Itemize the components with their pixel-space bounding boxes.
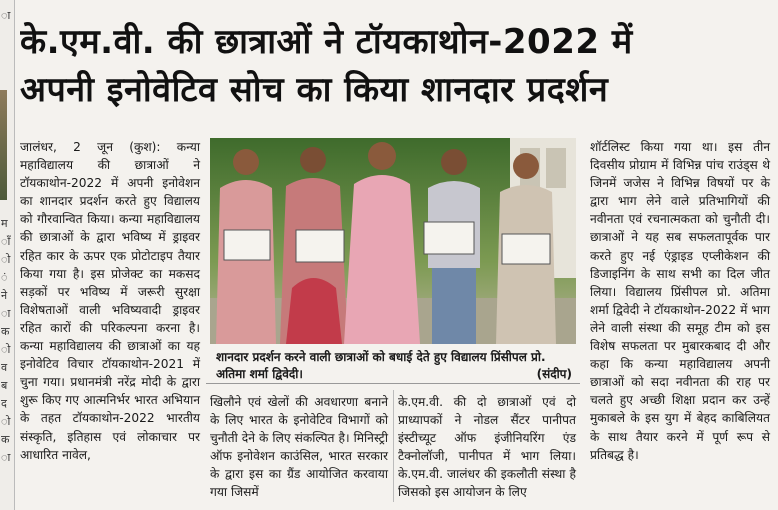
edge-fragment: म [1, 217, 8, 230]
photo-caption [216, 349, 572, 383]
adjacent-photo-edge [0, 90, 7, 200]
edge-fragment: ने [1, 289, 8, 302]
article-text-col1: जालंधर, 2 जून (कुश): कन्या महाविद्यालय की छात्राओं ने टॉयकाथोन-2022 में अपनी इनोवेशन का शानदार प्रदर्शन करते हुए विद्यालय को गौरवान्वित किया। कन्या महाविद्यालय की छात्राओं के द्वारा भविष्य में ड्राइवर रहित कार के ऊपर एक प्रोटोटाइप तैयार किया गया है। इस प्रोजेक्ट का मकसद सड़कों पर भविष्य में जरूरी सुरक्षा विशेषताओं वाली भविष्यवादी ड्राइवर रहित कारों की परिकल्पना करना है। कन्या महाविद्यालय की छात्राओं का यह इनोवेटिव विचार टॉयकाथोन-2021 में चुना गया। प्रधानमंत्री नरेंद्र मोदी के द्वारा शुरू किए गए आत्मनिर्भर भारत अभियान के तहत टॉयकाथोन-2022 भारतीय संस्कृति, इतिहास एवं लोकाचार पर आधारित नावेल, [20, 140, 200, 462]
headline [20, 18, 760, 114]
edge-fragment: ा [1, 9, 11, 22]
edge-fragment: ाँ [1, 235, 11, 248]
edge-fragment: ो [1, 415, 11, 428]
article-column-4 [590, 138, 770, 464]
article-column-1 [20, 138, 200, 464]
caption-divider [206, 383, 580, 384]
adjacent-column-edge [0, 0, 15, 510]
edge-fragment: क [1, 325, 10, 338]
edge-fragment: ो [1, 253, 11, 266]
article-column-3 [398, 393, 576, 502]
photo-caption-text: शानदार प्रदर्शन करने वाली छात्राओं को बधाई देते हुए विद्यालय प्रिंसीपल प्रो. अतिमा शर्मा द्विवेदी। [216, 350, 546, 381]
edge-fragment: ा [1, 307, 11, 320]
column-divider [393, 390, 394, 502]
photo-illustration [210, 138, 576, 344]
article-text-col3: के.एम.वी. की दो छात्राओं एवं दो प्राध्यापकों ने नोडल सैंटर पानीपत इंस्टीच्यूट ऑफ इंजीनियरिंग एंड टैक्नोलॉजी, पानीपत में भाग लिया। के.एम.वी. जालंधर की इकलौती संस्था है जिसको इस आयोजन के लिए [398, 395, 576, 500]
headline-line-2: अपनी इनोवेटिव सोच का किया शानदार प्रदर्शन [20, 70, 609, 110]
edge-fragment: ब [1, 379, 8, 392]
article-text-col2: खिलौने एवं खेलों की अवधारणा बनाने के लिए भारत के इनोवेटिव विभागों को चुनौती देने के लिए संकल्पित है। मिनिस्ट्री ऑफ इनोवेशन काउंसिल, भारत सरकार के द्वारा इस का ग्रैंड आयोजित करवाया गया जिसमें [210, 395, 388, 500]
group-photo [210, 138, 576, 344]
edge-fragment: क [1, 433, 10, 446]
edge-fragment: व [1, 361, 8, 374]
edge-fragment: ो [1, 343, 11, 356]
article-text-col4: शॉर्टलिस्ट किया गया था। इस तीन दिवसीय प्रोग्राम में विभिन्न पांच राउंड्स थे जिनमें जजेस ने विभिन्न विषयों पर के द्वारा भाग लेने वाले प्रतिभागियों की नवीनता एवं रचनात्मकता को चुनौती दी। छात्राओं ने यह सब सफलतापूर्वक पार करते हुए नई एंड्राइड एप्लीकेशन की डिजाइनिंग के साथ सभी का दिल जीत लिया। विद्यालय प्रिंसीपल प्रो. अतिमा शर्मा द्विवेदी ने टॉयकाथोन-2022 में भाग लेने वाली संस्था की समूह टीम को इस विशेष सफलता पर मुबारकबाद दी और कहा कि कन्या महाविद्यालय अपनी छात्राओं को सदा नवीनता की राह पर चलते हुए अच्छी शिक्षा प्रदान कर उन्हें मुकाबले के इस युग में बेहद काबिलियत के साथ तैयार करने में पूर्ण रूप से प्रतिबद्ध है। [590, 140, 770, 462]
edge-fragment: ा [1, 451, 11, 464]
article-column-2 [210, 393, 388, 502]
edge-fragment: द [1, 397, 7, 410]
headline-line-1: के.एम.वी. की छात्राओं ने टॉयकाथोन-2022 में [20, 22, 633, 62]
photo-credit: (संदीप) [536, 367, 572, 381]
edge-fragment: ं [1, 271, 8, 284]
